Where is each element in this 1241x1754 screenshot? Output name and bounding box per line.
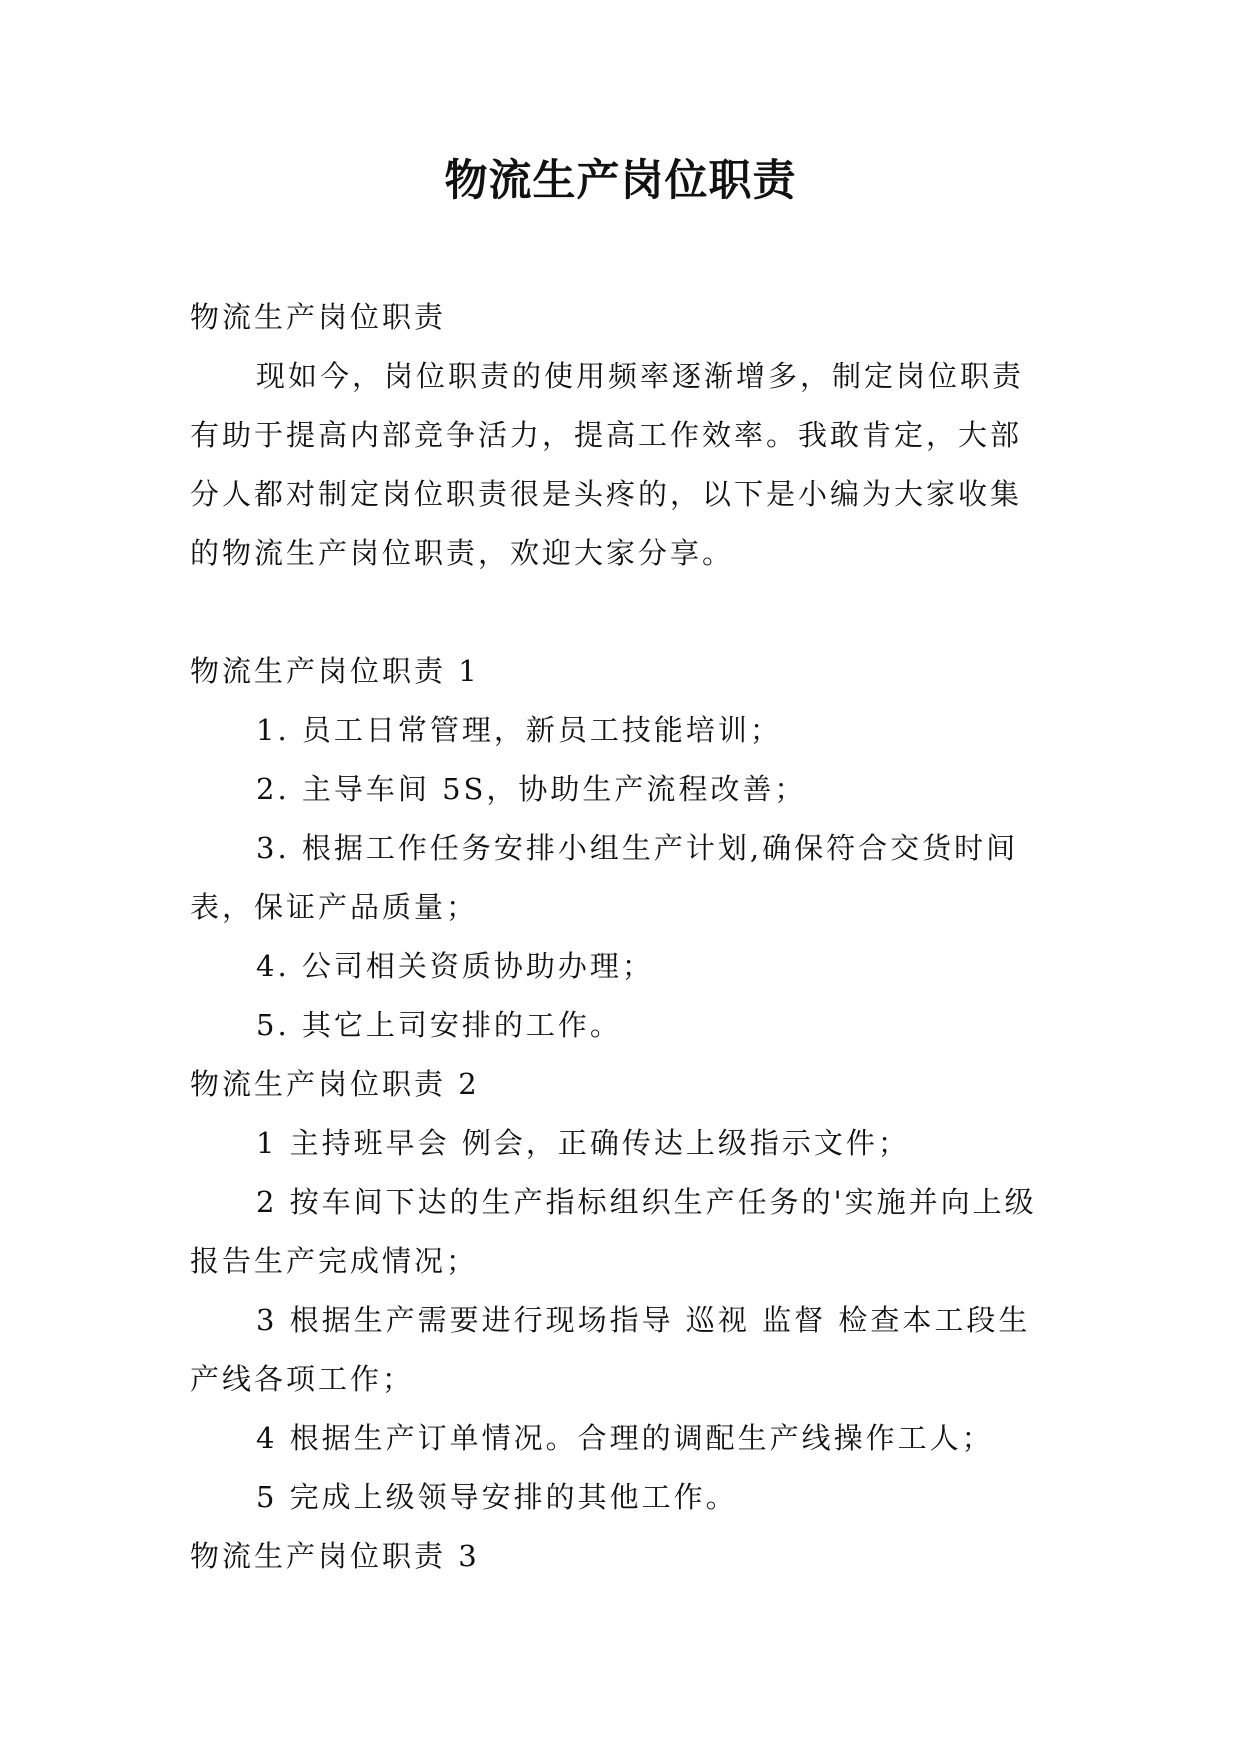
- duty-item: 2 按车间下达的生产指标组织生产任务的'实施并向上级报告生产完成情况；: [190, 1185, 1037, 1278]
- duty-item: 1 主持班早会 例会，正确传达上级指示文件；: [256, 1126, 910, 1160]
- intro-paragraph: 现如今，岗位职责的使用频率逐渐增多，制定岗位职责有助于提高内部竞争活力，提高工作效率。我敢肯定，大部分人都对制定岗位职责很是头疼的，以下是小编为大家收集的物流生产岗位职责，欢迎大家分享。: [190, 359, 1025, 570]
- duty-item: 2. 主导车间 5S，协助生产流程改善；: [256, 772, 807, 806]
- subtitle: 物流生产岗位职责: [190, 300, 447, 334]
- duty-item: 1. 员工日常管理，新员工技能培训；: [256, 713, 782, 747]
- section-heading-2: 物流生产岗位职责 2: [190, 1067, 480, 1101]
- duty-item: 5. 其它上司安排的工作。: [256, 1008, 622, 1042]
- duty-item: 4. 公司相关资质协助办理；: [256, 949, 654, 983]
- duty-item: 4 根据生产订单情况。合理的调配生产线操作工人；: [256, 1421, 994, 1455]
- section-heading-1: 物流生产岗位职责 1: [190, 654, 480, 688]
- duty-item: 3. 根据工作任务安排小组生产计划,确保符合交货时间表，保证产品质量；: [190, 831, 1019, 924]
- document-body: [190, 288, 1052, 1586]
- duty-item: 3 根据生产需要进行现场指导 巡视 监督 检查本工段生产线各项工作；: [190, 1303, 1031, 1396]
- document-title: 物流生产岗位职责: [444, 156, 797, 206]
- duty-item: 5 完成上级领导安排的其他工作。: [256, 1480, 738, 1514]
- section-heading-3: 物流生产岗位职责 3: [190, 1539, 480, 1573]
- paragraph-gap: [190, 583, 1052, 642]
